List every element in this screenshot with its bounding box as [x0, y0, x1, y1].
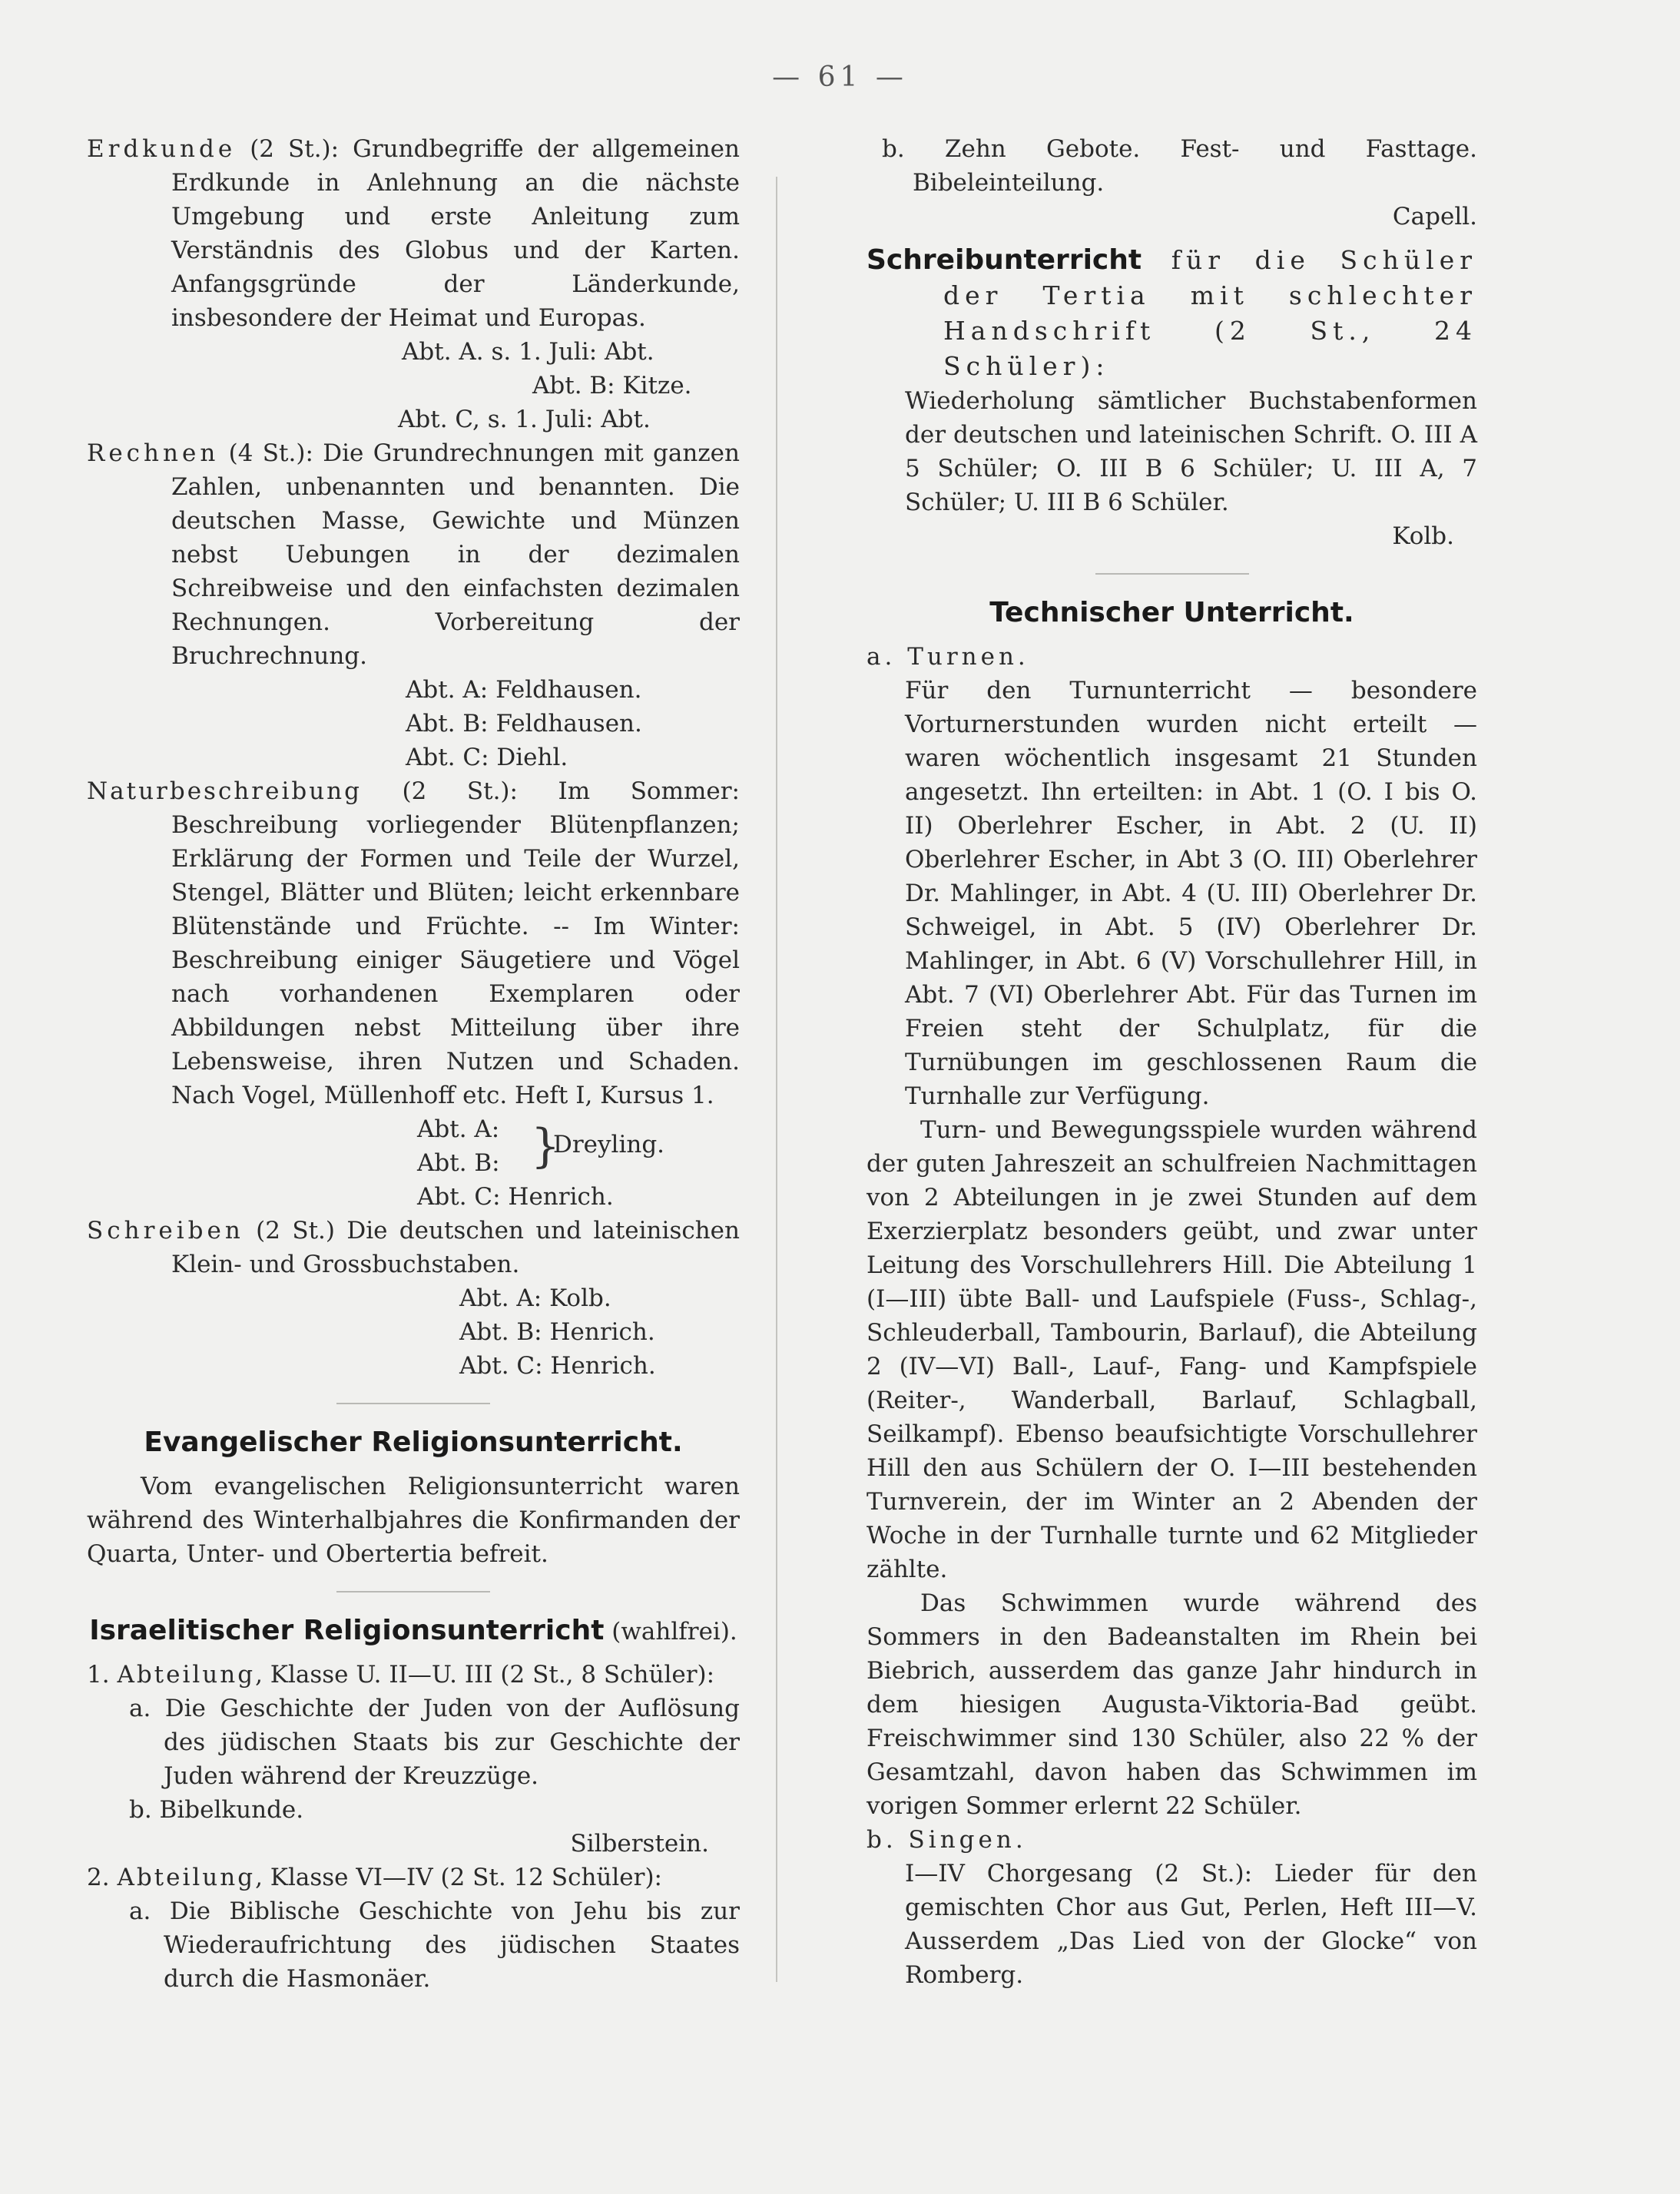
section-divider: [336, 1591, 490, 1592]
schreibunterricht-teacher: Kolb.: [1392, 522, 1454, 550]
israelitisch-abt1-a: a. Die Geschichte der Juden von der Auflösung des jüdischen Staats bis zur Geschichte der Juden während der Kreuzzüge.: [129, 1695, 740, 1790]
israelitisch-abt1-b: b. Bibelkunde.: [129, 1796, 304, 1824]
religion-intro-b: b. Zehn Gebote. Fest- und Fasttage. Bibeleinteilung.: [882, 135, 1477, 197]
left-column: [87, 132, 740, 1996]
naturbeschreibung-brace-block: [87, 1112, 740, 1180]
schreiben-text: (2 St.) Die deutschen und lateinischen Klein- und Grossbuchstaben.: [171, 1217, 740, 1278]
section-divider: [336, 1403, 490, 1404]
rechnen-label: Rechnen: [87, 439, 220, 467]
schreibunterricht-heading-rest: für die Schüler der Tertia mit schlechter Handschrift (2 St., 24 Schüler):: [943, 245, 1477, 381]
israelitisch-heading-suffix: (wahlfrei).: [604, 1618, 737, 1646]
rechnen-text: (4 St.): Die Grundrechnungen mit ganzen Zahlen, unbenannten und benannten. Die deutschen Masse, Gewichte und Münzen nebst Uebungen in der dezimalen Schreibweise und den einfachsten dezimalen Rechnungen. Vorbereitung der Bruchrechnung.: [171, 439, 740, 670]
israelitisch-heading: Israelitischer Religionsunterricht: [89, 1615, 605, 1646]
erdkunde-text: (2 St.): Grundbegriffe der allgemeinen Erdkunde in Anlehnung an die nächste Umgebung und erste Anleitung zum Verständnis des Globus und der Karten. Anfangsgründe der Länderkunde, insbesondere der Heimat und Europas.: [171, 135, 740, 332]
turnen-label: a. Turnen.: [867, 643, 1029, 671]
erdkunde-abt-a: Abt. A. s. 1. Juli: Abt.: [402, 338, 654, 366]
israelitisch-abt2-num: 2.: [87, 1864, 118, 1891]
evangelisch-text: Vom evangelischen Religionsunterricht waren während des Winterhalbjahres die Konfirmanden der Quarta, Unter- und Obertertia befreit.: [87, 1473, 740, 1568]
evangelisch-heading-wrap: [87, 1426, 740, 1460]
israelitisch-abt2-text: , Klasse VI—IV (2 St. 12 Schüler):: [255, 1864, 662, 1891]
evangelisch-heading: Evangelischer Religionsunterricht.: [144, 1427, 683, 1458]
israelitisch-abt1: [87, 1658, 740, 1692]
naturbeschreibung-abt-a: Abt. A:: [417, 1115, 500, 1143]
naturbeschreibung-abt-b: Abt. B:: [417, 1149, 500, 1177]
technisch-heading-wrap: [867, 596, 1477, 631]
israelitisch-abt1-label: Abteilung: [117, 1661, 256, 1689]
schreibunterricht-text: Wiederholung sämtlicher Buchstabenformen der deutschen und lateinischen Schrift. O. III A 5 Schüler; O. III B 6 Schüler; U. III A, 7 Schüler; U. III B 6 Schüler.: [905, 387, 1477, 516]
singen-label: b. Singen.: [867, 1826, 1027, 1854]
israelitisch-abt2-label: Abteilung: [117, 1864, 256, 1891]
israelitisch-abt2: [87, 1861, 740, 1894]
naturbeschreibung-abt-c: Abt. C: Henrich.: [417, 1183, 614, 1211]
turnen-text: Für den Turnunterricht — besondere Vorturnerstunden wurden nicht erteilt — waren wöchentlich insgesamt 21 Stunden angesetzt. Ihn erteilten: in Abt. 1 (O. I bis O. II) Oberlehrer Escher, in Abt. 2 (U. II) Oberlehrer Escher, in Abt 3 (O. III) Oberlehrer Dr. Mahlinger, in Abt. 4 (U. III) Oberlehrer Dr. Schweigel, in Abt. 5 (IV) Oberlehrer Dr. Mahlinger, in Abt. 6 (V) Vorschullehrer Hill, in Abt. 7 (VI) Oberlehrer Abt. Für das Turnen im Freien steht der Schulplatz, für die Turnübungen im geschlossenen Raum die Turnhalle zur Verfügung.: [905, 677, 1477, 1110]
rechnen-abt-b: Abt. B: Feldhausen.: [406, 710, 642, 737]
rechnen-abt-a: Abt. A: Feldhausen.: [406, 676, 642, 704]
erdkunde-label: Erdkunde: [87, 135, 237, 163]
singen-text: I—IV Chorgesang (2 St.): Lieder für den gemischten Chor aus Gut, Perlen, Heft III—V. Ausserdem „Das Lied von der Glocke“ von Romberg.: [905, 1860, 1477, 1989]
naturbeschreibung-label: Naturbeschreibung: [87, 777, 362, 805]
religion-intro-teacher: Capell.: [1392, 203, 1477, 230]
naturbeschreibung-entry: [87, 774, 740, 1112]
schreibunterricht-heading: Schreibunterricht: [867, 244, 1142, 276]
schreiben-abt-c: Abt. C: Henrich.: [459, 1352, 656, 1380]
rechnen-entry: [87, 436, 740, 673]
israelitisch-abt1-text: , Klasse U. II—U. III (2 St., 8 Schüler):: [255, 1661, 715, 1689]
spiele-text: Turn- und Bewegungsspiele wurden während der guten Jahreszeit an schulfreien Nachmittagen von 2 Abteilungen in je zwei Stunden auf dem Exerzierplatz besonders geübt, und zwar unter Leitung des Vorschullehrers Hill. Die Abteilung 1 (I—III) übte Ball- und Laufspiele (Fuss-, Schlag-, Schleuderball, Tambourin, Barlauf), die Abteilung 2 (IV—VI) Ball-, Lauf-, Fang- und Kampfspiele (Reiter-, Wanderball, Barlauf, Schlagball, Seilkampf). Ebenso beaufsichtigte Vorschullehrer Hill den aus Schülern der O. I—III bestehenden Turnverein, der im Winter an 2 Abenden der Woche in der Turnhalle turnte und 62 Mitglieder zählte.: [867, 1116, 1477, 1583]
schreiben-abt-a: Abt. A: Kolb.: [459, 1284, 611, 1312]
schreiben-abt-b: Abt. B: Henrich.: [459, 1318, 655, 1346]
erdkunde-abt-b: Abt. B: Kitze.: [532, 372, 692, 399]
schwimmen-text: Das Schwimmen wurde während des Sommers in den Badeanstalten im Rhein bei Biebrich, ausserdem das ganze Jahr hindurch in dem hiesigen Augusta-Viktoria-Bad geübt. Freischwimmer sind 130 Schüler, also 22 % der Gesamtzahl, davon haben das Schwimmen im vorigen Sommer erlernt 22 Schüler.: [867, 1589, 1477, 1820]
brace-icon: }: [531, 1119, 561, 1173]
column-divider: [776, 177, 777, 1982]
israelitisch-abt1-num: 1.: [87, 1661, 118, 1689]
israelitisch-abt1-teacher: Silberstein.: [570, 1830, 709, 1858]
schreibunterricht-heading-para: [867, 243, 1477, 384]
israelitisch-abt2-a: a. Die Biblische Geschichte von Jehu bis zur Wiederaufrichtung des jüdischen Staates durch die Hasmonäer.: [129, 1897, 740, 1993]
schreiben-label: Schreiben: [87, 1217, 244, 1244]
schreiben-entry: [87, 1214, 740, 1281]
erdkunde-abt-c: Abt. C, s. 1. Juli: Abt.: [398, 406, 651, 433]
right-column: [867, 132, 1477, 1992]
rechnen-abt-c: Abt. C: Diehl.: [406, 744, 568, 771]
erdkunde-entry: [87, 132, 740, 335]
page-number: — 61 —: [772, 61, 908, 93]
naturbeschreibung-brace-name: Dreyling.: [553, 1131, 665, 1158]
naturbeschreibung-text: (2 St.): Im Sommer: Beschreibung vorliegender Blütenpflanzen; Erklärung der Formen und Teile der Wurzel, Stengel, Blätter und Blüten; leicht erkennbare Blütenstände und Früchte. -- Im Winter: Beschreibung einiger Säugetiere und Vögel nach vorhandenen Exemplaren oder Abbildungen nebst Mitteilung über ihre Lebensweise, ihren Nutzen und Schaden. Nach Vogel, Müllenhoff etc. Heft I, Kursus 1.: [171, 777, 740, 1109]
technisch-heading: Technischer Unterricht.: [989, 597, 1354, 628]
israelitisch-heading-wrap: [87, 1614, 740, 1649]
section-divider: [1095, 573, 1249, 575]
